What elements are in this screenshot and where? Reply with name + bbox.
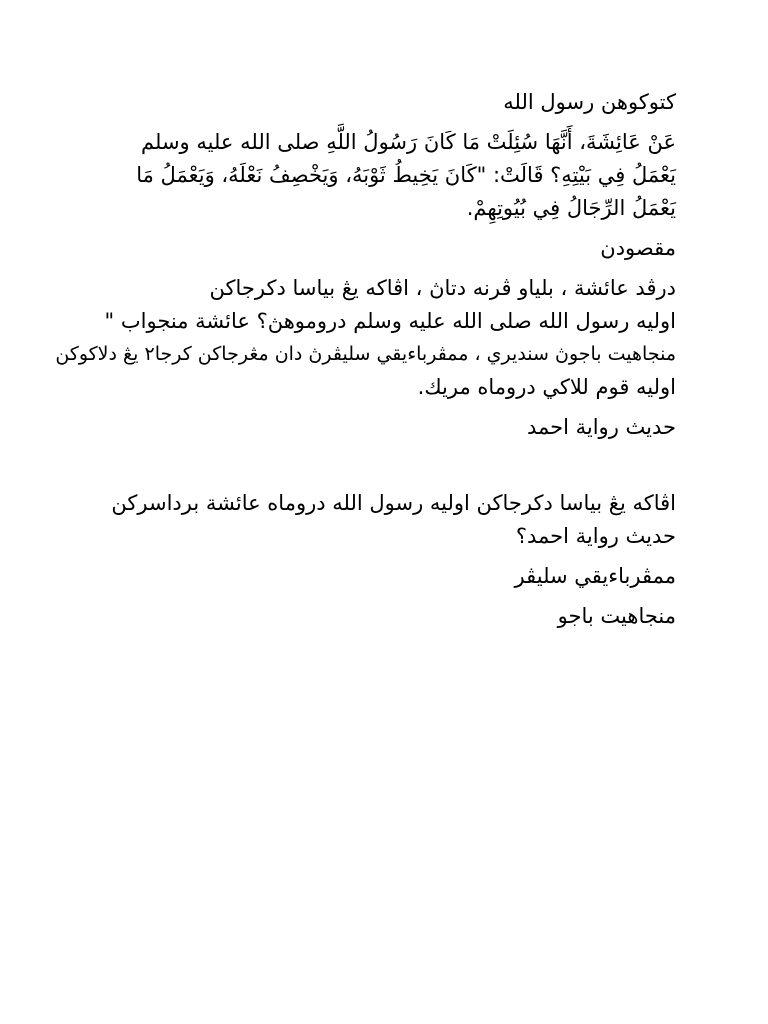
- document-page: [55, 86, 676, 640]
- meaning-line: منجاهيت باجوڽ سنديري ، ممڤرباءيقي سليڤرڽ دان مڠرجاكن كرجا٢ يڠ دلاكوكن: [55, 343, 676, 365]
- answer-item: ممڤرباءيقي سليڤر: [514, 564, 676, 588]
- blank-line: [96, 451, 676, 487]
- heading: كتوكوهن رسول الله: [503, 90, 676, 114]
- answer-item: منجاهيت باجو: [557, 604, 676, 628]
- meaning-paragraph: [55, 272, 676, 404]
- meaning-line: اوليه رسول الله صلى الله عليه وسلم دروموهڽ؟ عائشة منجواب ": [104, 309, 676, 333]
- question: اڤاكه يڠ بياسا دكرجاكن اوليه رسول الله دروماه عائشة برداسركن حديث رواية احمد؟: [111, 491, 676, 548]
- meaning-line: درڤد عائشة ، بلياو ڤرنه دتاڽ ، اڤاكه يڠ بياسا دكرجاكن: [209, 276, 676, 300]
- meaning-line: اوليه قوم للاكي دروماه مريك.: [417, 375, 676, 399]
- hadith-text: عَنْ عَائِشَةَ، أَنَّهَا سُئِلَتْ مَا كَانَ رَسُولُ اللَّهِ صلى الله عليه وسلم يَعْمَلُ فِي بَيْتِهِ؟ قَالَتْ: "كَانَ يَخِيطُ ثَوْبَهُ، وَيَخْصِفُ نَعْلَهُ، وَيَعْمَلُ مَا يَعْمَلُ الرِّجَالُ فِي بُيُوتِهِمْ.: [136, 130, 676, 220]
- meaning-label: مقصودن: [600, 236, 676, 260]
- narration: حديث رواية احمد: [526, 415, 676, 439]
